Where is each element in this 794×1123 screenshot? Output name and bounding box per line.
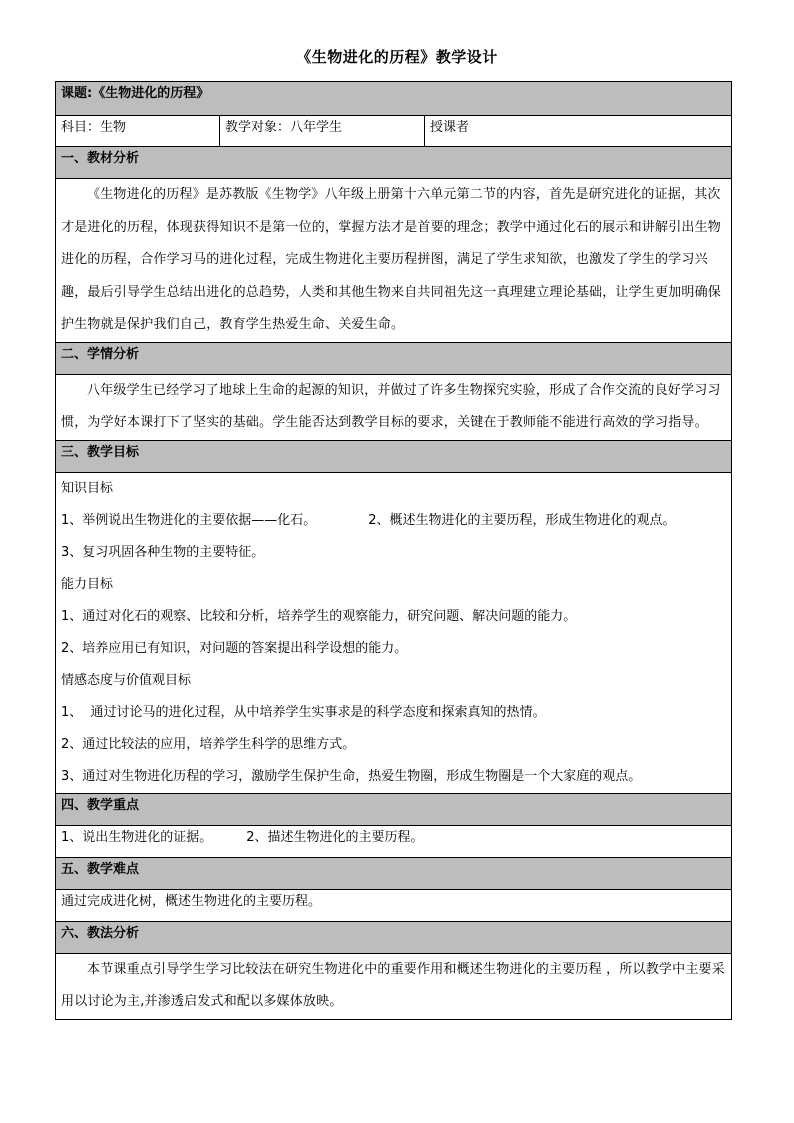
knowledge-goal: 3、复习巩固各种生物的主要特征。 <box>61 544 265 560</box>
knowledge-goal: 1、举例说出生物进化的主要依据——化石。 <box>61 512 317 528</box>
section-heading: 三、教学目标 <box>56 440 732 472</box>
meta-row <box>56 116 732 147</box>
section-header-textbook-analysis <box>56 147 732 179</box>
key-point: 2、描述生物进化的主要历程。 <box>246 829 424 845</box>
section-heading: 五、教学难点 <box>56 857 732 889</box>
emotion-goal: 2、通过比较法的应用，培养学生科学的思维方式。 <box>61 736 356 752</box>
subject-cell: 科目：生物 <box>56 116 220 147</box>
section-body-difficulties <box>56 889 732 921</box>
section-body-textbook-analysis <box>56 179 732 343</box>
teaching-method-paragraph: 本节课重点引导学生学习比较法在研究生物进化中的重要作用和概述生物进化的主要历程 ，所以教学中主要采用以讨论为主,并渗透启发式和配以多媒体放映。 <box>61 961 725 1009</box>
knowledge-goal: 2、概述生物进化的主要历程，形成生物进化的观点。 <box>368 512 676 528</box>
section-header-learner-analysis <box>56 342 732 374</box>
knowledge-goals-line <box>61 505 726 537</box>
section-header-difficulties <box>56 857 732 889</box>
knowledge-goals-title: 知识目标 <box>61 480 114 496</box>
section-body-teaching-objectives <box>56 472 732 793</box>
section-body-learner-analysis <box>56 374 732 440</box>
teacher-cell: 授课者 <box>425 116 732 147</box>
emotion-goals-title: 情感态度与价值观目标 <box>61 672 192 688</box>
learner-analysis-paragraph: 八年级学生已经学习了地球上生命的起源的知识，并做过了许多生物探究实验，形成了合作交流的良好学习习惯，为学好本课打下了坚实的基础。学生能否达到教学目标的要求，关键在于教师能不能进行高效的学习指导。 <box>61 382 721 430</box>
section-header-teaching-method <box>56 921 732 953</box>
lesson-plan-table <box>55 81 732 1020</box>
ability-goal: 2、培养应用已有知识，对问题的答案提出科学设想的能力。 <box>61 640 408 656</box>
emotion-goal: 1、 通过讨论马的进化过程，从中培养学生实事求是的科学态度和探索真知的热情。 <box>61 704 546 720</box>
textbook-analysis-paragraph: 《生物进化的历程》是苏教版《生物学》八年级上册第十六单元第二节的内容，首先是研究进化的证据，其次才是进化的历程，体现获得知识不是第一位的，掌握方法才是首要的理念；教学中通过化石的展示和讲解引出生物进化的历程，合作学习马的进化过程，完成生物进化主要历程拼图，满足了学生求知欲，也激发了学生的学习兴趣，最后引导学生总结出进化的总趋势，人类和其他生物来自共同祖先这一真理建立理论基础，让学生更加明确保护生物就是保护我们自己，教育学生热爱生命、关爱生命。 <box>61 187 722 332</box>
ability-goals-title: 能力目标 <box>61 576 114 592</box>
section-heading: 一、教材分析 <box>56 147 732 179</box>
section-heading: 四、教学重点 <box>56 793 732 825</box>
key-point: 1、说出生物进化的证据。 <box>61 829 213 845</box>
section-heading: 二、学情分析 <box>56 342 732 374</box>
difficulty-text: 通过完成进化树，概述生物进化的主要历程。 <box>56 889 732 921</box>
topic-cell: 课题:《生物进化的历程》 <box>56 82 732 116</box>
section-header-key-points <box>56 793 732 825</box>
section-body-teaching-method <box>56 953 732 1019</box>
topic-row <box>56 82 732 116</box>
section-header-teaching-objectives <box>56 440 732 472</box>
emotion-goal: 3、通过对生物进化历程的学习，激励学生保护生命，热爱生物圈，形成生物圈是一个大家庭的观点。 <box>61 768 642 784</box>
document-title: 《生物进化的历程》教学设计 <box>296 48 498 66</box>
section-body-key-points <box>56 825 732 857</box>
audience-cell: 教学对象：八年学生 <box>220 116 425 147</box>
ability-goal: 1、通过对化石的观察、比较和分析，培养学生的观察能力，研究问题、解决问题的能力。 <box>61 608 577 624</box>
section-heading: 六、教法分析 <box>56 921 732 953</box>
